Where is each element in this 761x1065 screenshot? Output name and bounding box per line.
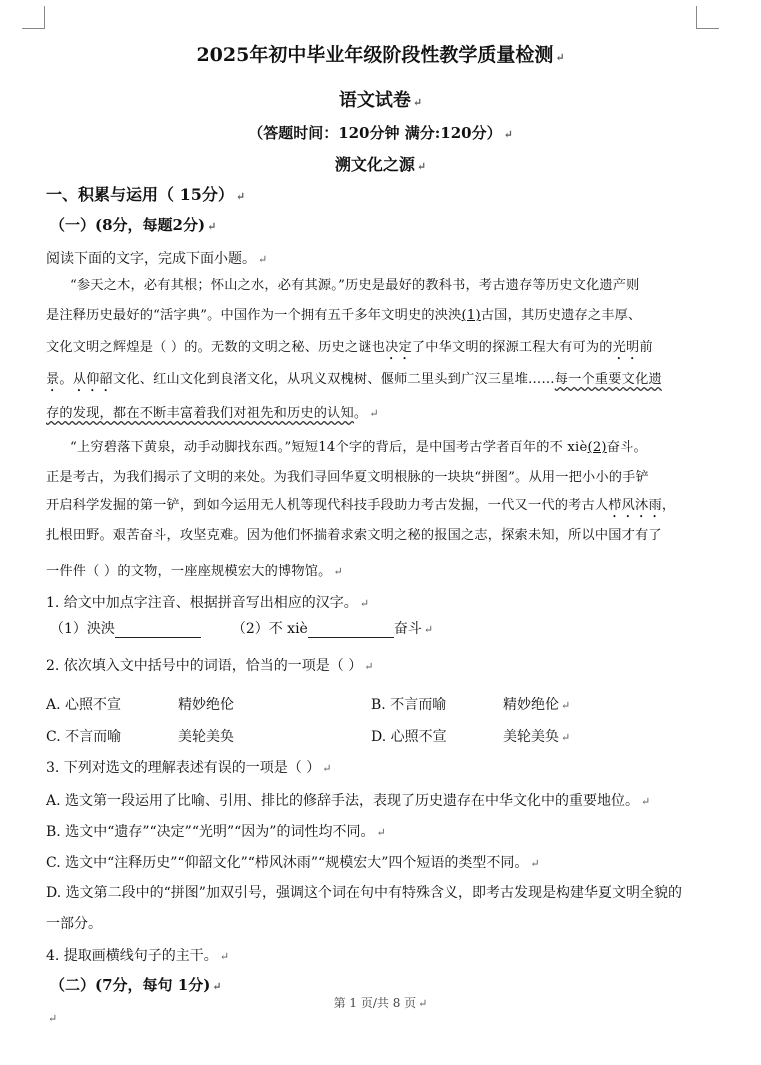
option-d-word: 美轮美奂 ↵: [503, 729, 571, 745]
option-c-word: 美轮美奂: [178, 729, 234, 745]
passage-line: 文化文明之辉煌是（ ）的。无数的文明之秘、历史之谜也决定了中华文明的探源工程大有可为的光明前: [46, 340, 653, 355]
passage-line: 一件件（ ）的文物，一座座规模宏大的博物馆。 ↵: [46, 564, 343, 579]
option-c: C. 选文中“注释历史”“仰韶文化”“栉风沐雨”“规模宏大”四个短语的类型不同。 ↵: [46, 855, 540, 871]
answer-blank[interactable]: [115, 623, 201, 638]
question-3: 3. 下列对选文的理解表述有误的一项是（ ） ↵: [46, 760, 332, 776]
section-heading: 一、积累与运用（ 15分） ↵: [46, 185, 246, 204]
option-a: A. 心照不宣: [46, 697, 122, 713]
passage-line: “上穷碧落下黄泉，动手动脚找东西。”短短14个字的背后，是中国考古学者百年的不 xiè(2)奋斗。: [70, 440, 647, 455]
instruction: 阅读下面的文字，完成下面小题。 ↵: [46, 251, 268, 267]
passage-line: 正是考古，为我们揭示了文明的来处。为我们寻回华夏文明根脉的一块块“拼图”。从用一把小小的手铲: [46, 470, 649, 485]
option-a: A. 选文第一段运用了比喻、引用、排比的修辞手法，表现了历史遗存在中华文化中的重要地位。 ↵: [46, 793, 651, 809]
theme-title: 溯文化之源 ↵: [334, 155, 427, 174]
passage-line: 扎根田野。艰苦奋斗，攻坚克难。因为他们怀揣着求索文明之秘的报国之志，探索未知，所以中国才有了: [46, 528, 662, 543]
option-a-word: 精妙绝伦: [178, 697, 234, 713]
crop-mark-top-left: [22, 6, 45, 29]
option-b: B. 不言而喻: [371, 697, 447, 713]
passage-line: 存的发现，都在不断丰富着我们对祖先和历史的认知。 ↵: [46, 406, 379, 421]
subject-title: 语文试卷 ↵: [338, 90, 423, 111]
option-b-word: 精妙绝伦 ↵: [503, 697, 571, 713]
option-d: D. 选文第二段中的“拼图”加双引号，强调这个词在句中有特殊含义，即考古发现是构建华夏文明全貌的: [46, 885, 682, 901]
question-1-blanks: （1）泱泱 （2）不 xiè 奋斗 ↵: [50, 621, 434, 637]
question-4: 4. 提取画横线句子的主干。 ↵: [46, 948, 230, 964]
option-b: B. 选文中“遗存”“决定”“光明”“因为”的词性均不同。 ↵: [46, 824, 386, 840]
underlined-sentence: 存的发现，都在不断丰富着我们对祖先和历史的认知: [46, 406, 354, 421]
question-2: 2. 依次填入文中括号中的词语，恰当的一项是（ ） ↵: [46, 658, 374, 674]
option-c: C. 不言而喻: [46, 729, 122, 745]
crop-mark-top-right: [696, 6, 719, 29]
passage-line: 景。从仰韶文化、红山文化到良渚文化，从巩义双槐树、偃师二里头到广汉三星堆……每一个重要文化遗: [46, 372, 662, 387]
option-d: D. 心照不宣: [371, 729, 447, 745]
underlined-sentence: 每一个重要文化遗: [554, 372, 662, 387]
part-heading: （二）(7分，每句 1分) ↵: [50, 976, 222, 994]
part-heading: （一）(8分，每题2分) ↵: [50, 216, 217, 234]
exam-title: 2025年初中毕业年级阶段性教学质量检测 ↵: [196, 44, 565, 66]
passage-line: 是注释历史最好的“活字典”。中国作为一个拥有五千多年文明史的泱泱(1)古国，其历史遗存之丰厚、: [46, 308, 642, 323]
question-1: 1. 给文中加点字注音、根据拼音写出相应的汉字。 ↵: [46, 595, 370, 611]
passage-line: “参天之木，必有其根；怀山之水，必有其源。”历史是最好的教科书，考古遗存等历史文化遗产则: [70, 278, 640, 293]
passage-line: 开启科学发掘的第一铲，到如今运用无人机等现代科技手段助力考古发掘，一代又一代的考古人栉风沐雨，: [46, 498, 676, 513]
exam-info: （答题时间：120分钟 满分:120分） ↵: [248, 124, 513, 142]
paragraph-mark: ↵: [48, 1012, 58, 1025]
answer-blank[interactable]: [308, 623, 394, 638]
option-d-cont: 一部分。: [46, 916, 102, 932]
page-number: 第 1 页/共 8 页 ↵: [333, 996, 428, 1010]
